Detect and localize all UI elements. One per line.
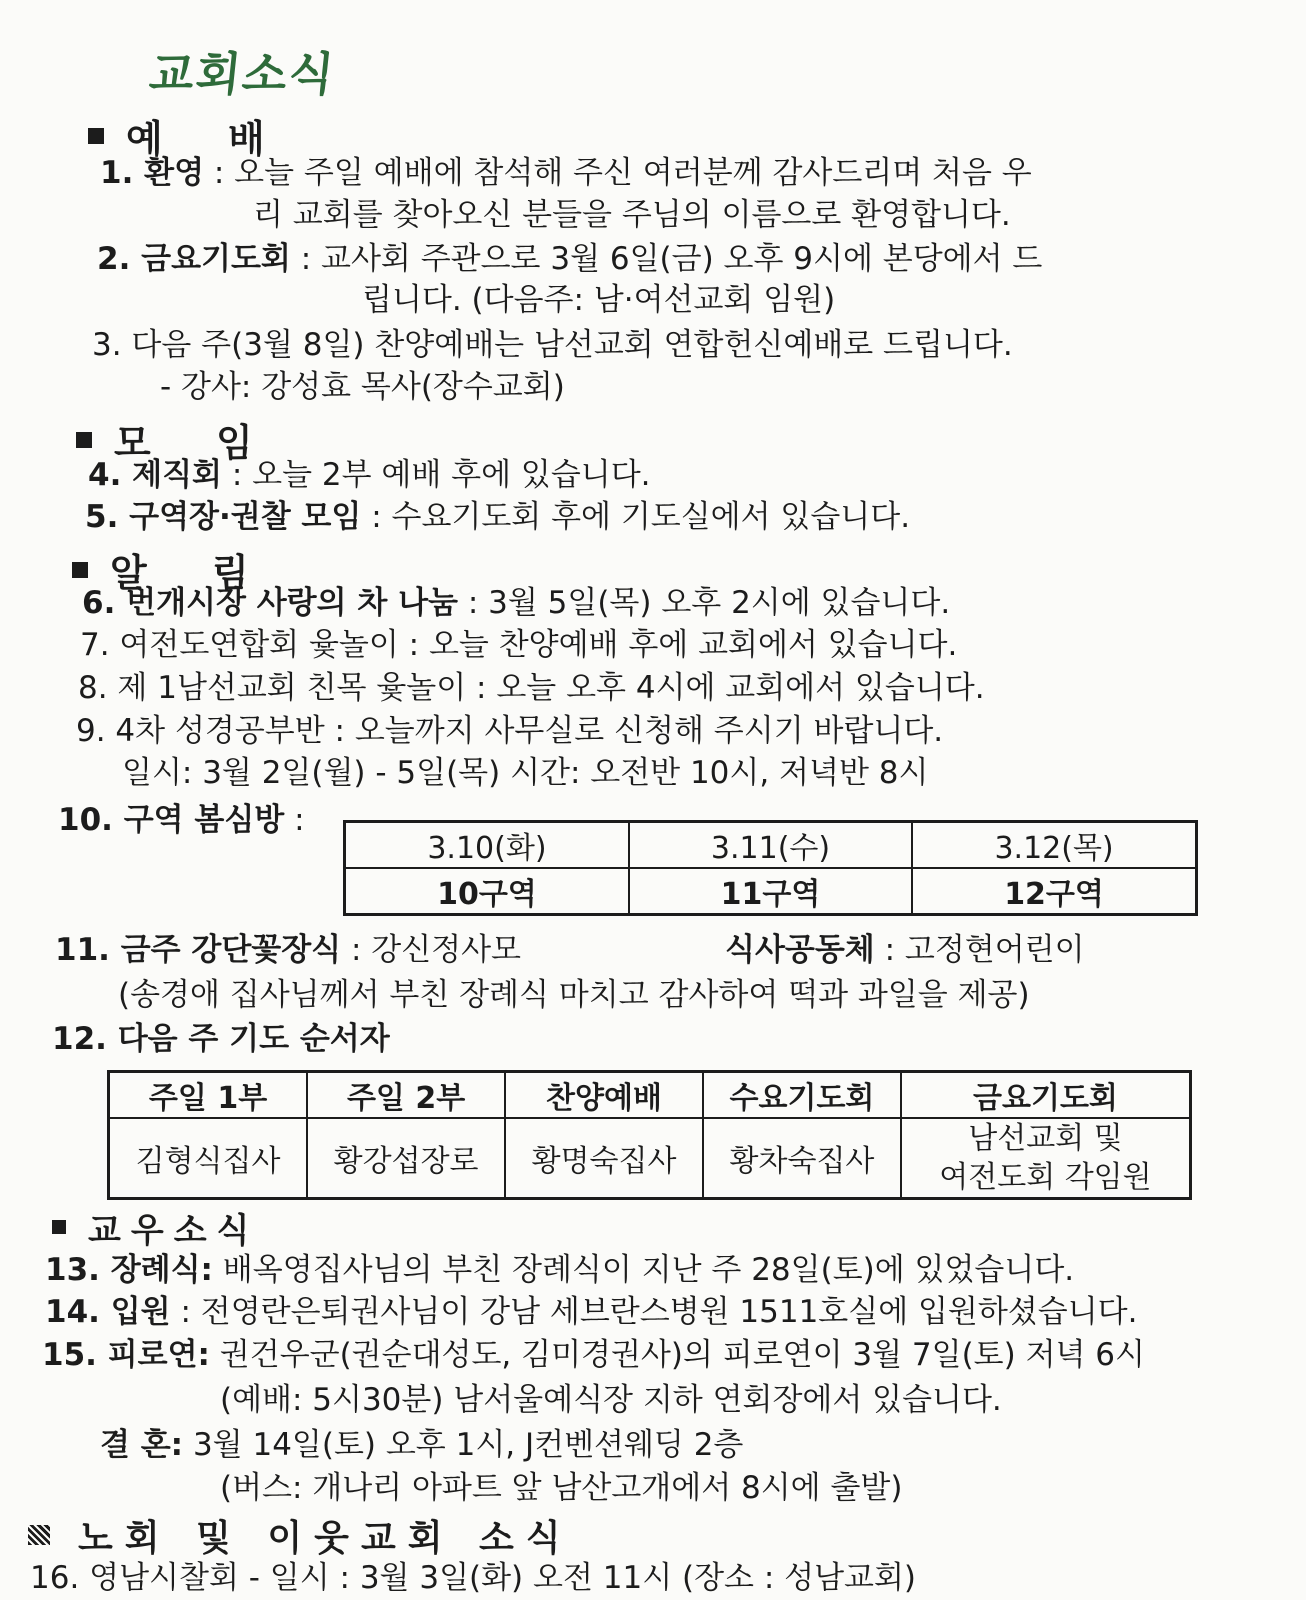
section-marker-icon	[28, 1525, 50, 1545]
item-11-meal: 식사공동체 : 고정현어린이	[725, 932, 1085, 968]
visit-date-row	[345, 822, 1197, 869]
prayer-header: 금요기도회	[901, 1072, 1191, 1119]
section-members: 교우소식	[52, 1203, 259, 1252]
page-title: 교회소식	[146, 47, 339, 101]
visit-district: 10구역	[345, 868, 629, 915]
prayer-header: 찬양예배	[505, 1072, 703, 1119]
prayer-name: 김형식집사	[109, 1118, 308, 1199]
item-1-cont: 리 교회를 찾아오신 분들을 주님의 이름으로 환영합니다.	[253, 197, 1011, 233]
prayer-name: 황강섭장로	[307, 1118, 505, 1199]
visit-date: 3.12(목)	[912, 822, 1196, 869]
prayer-name-row	[109, 1118, 1191, 1199]
visit-date: 3.11(수)	[629, 822, 912, 869]
prayer-order-table	[107, 1070, 1192, 1200]
prayer-header-row	[109, 1072, 1191, 1119]
visit-district: 12구역	[912, 868, 1196, 915]
item-7: 7. 여전도연합회 윷놀이 : 오늘 찬양예배 후에 교회에서 있습니다.	[80, 627, 958, 663]
item-10: 10. 구역 봄심방 :	[58, 802, 305, 838]
section-meeting: 모 임	[76, 412, 279, 467]
visit-date: 3.10(화)	[345, 822, 629, 869]
item-16: 16. 영남시찰회 - 일시 : 3월 3일(화) 오전 11시 (장소 : 성남교회)	[30, 1560, 917, 1596]
prayer-header: 수요기도회	[703, 1072, 901, 1119]
item-11-cont: (송경애 집사님께서 부친 장례식 마치고 감사하여 떡과 과일을 제공)	[118, 977, 1030, 1013]
item-3: 3. 다음 주(3월 8일) 찬양예배는 남선교회 연합헌신예배로 드립니다.	[92, 327, 1013, 363]
square-bullet-icon	[52, 1220, 66, 1234]
item-3-cont: - 강사: 강성효 목사(장수교회)	[160, 369, 565, 405]
item-1: 1. 환영 : 오늘 주일 예배에 참석해 주신 여러분께 감사드리며 처음 우	[100, 155, 1032, 191]
item-13: 13. 장례식: 배옥영집사님의 부친 장례식이 지난 주 28일(토)에 있었습니다.	[45, 1252, 1075, 1288]
item-8: 8. 제 1남선교회 친목 윷놀이 : 오늘 오후 4시에 교회에서 있습니다.	[78, 670, 985, 706]
item-9-cont: 일시: 3월 2일(월) - 5일(목) 시간: 오전반 10시, 저녁반 8시	[122, 755, 929, 791]
item-15-bus: (버스: 개나리 아파트 앞 남산고개에서 8시에 출발)	[220, 1470, 903, 1506]
item-4: 4. 제직회 : 오늘 2부 예배 후에 있습니다.	[88, 457, 651, 493]
item-2-cont: 립니다. (다음주: 남·여선교회 임원)	[362, 282, 836, 318]
item-15-cont: (예배: 5시30분) 남서울예식장 지하 연회장에서 있습니다.	[220, 1382, 1002, 1418]
item-2: 2. 금요기도회 : 교사회 주관으로 3월 6일(금) 오후 9시에 본당에서 드	[97, 241, 1043, 277]
item-15-wedding: 결 혼: 3월 14일(토) 오후 1시, J컨벤션웨딩 2층	[100, 1427, 744, 1463]
square-bullet-icon	[88, 128, 104, 144]
prayer-name: 황차숙집사	[703, 1118, 901, 1199]
item-14: 14. 입원 : 전영란은퇴권사님이 강남 세브란스병원 1511호실에 입원하셨습니다.	[45, 1294, 1138, 1330]
item-12: 12. 다음 주 기도 순서자	[52, 1021, 390, 1057]
visit-district: 11구역	[629, 868, 912, 915]
section-notice: 알 림	[72, 542, 275, 597]
section-presbytery: 노회 및 이웃교회 소식	[78, 1517, 573, 1559]
prayer-header: 주일 2부	[307, 1072, 505, 1119]
item-5: 5. 구역장·권찰 모임 : 수요기도회 후에 기도실에서 있습니다.	[85, 499, 911, 535]
visit-schedule-table	[343, 820, 1198, 916]
item-11: 11. 금주 강단꽃장식 : 강신정사모	[55, 932, 522, 968]
prayer-name-group: 남선교회 및 여전도회 각임원	[901, 1118, 1191, 1199]
prayer-name: 황명숙집사	[505, 1118, 703, 1199]
square-bullet-icon	[76, 432, 92, 448]
prayer-header: 주일 1부	[109, 1072, 308, 1119]
item-6: 6. 번개시장 사랑의 차 나눔 : 3월 5일(목) 오후 2시에 있습니다.	[82, 585, 951, 621]
square-bullet-icon	[72, 562, 88, 578]
section-worship: 예 배	[88, 108, 291, 163]
visit-district-row	[345, 868, 1197, 915]
item-9: 9. 4차 성경공부반 : 오늘까지 사무실로 신청해 주시기 바랍니다.	[76, 713, 944, 749]
item-15: 15. 피로연: 권건우군(권순대성도, 김미경권사)의 피로연이 3월 7일(토) 저녁 6시	[42, 1337, 1145, 1373]
